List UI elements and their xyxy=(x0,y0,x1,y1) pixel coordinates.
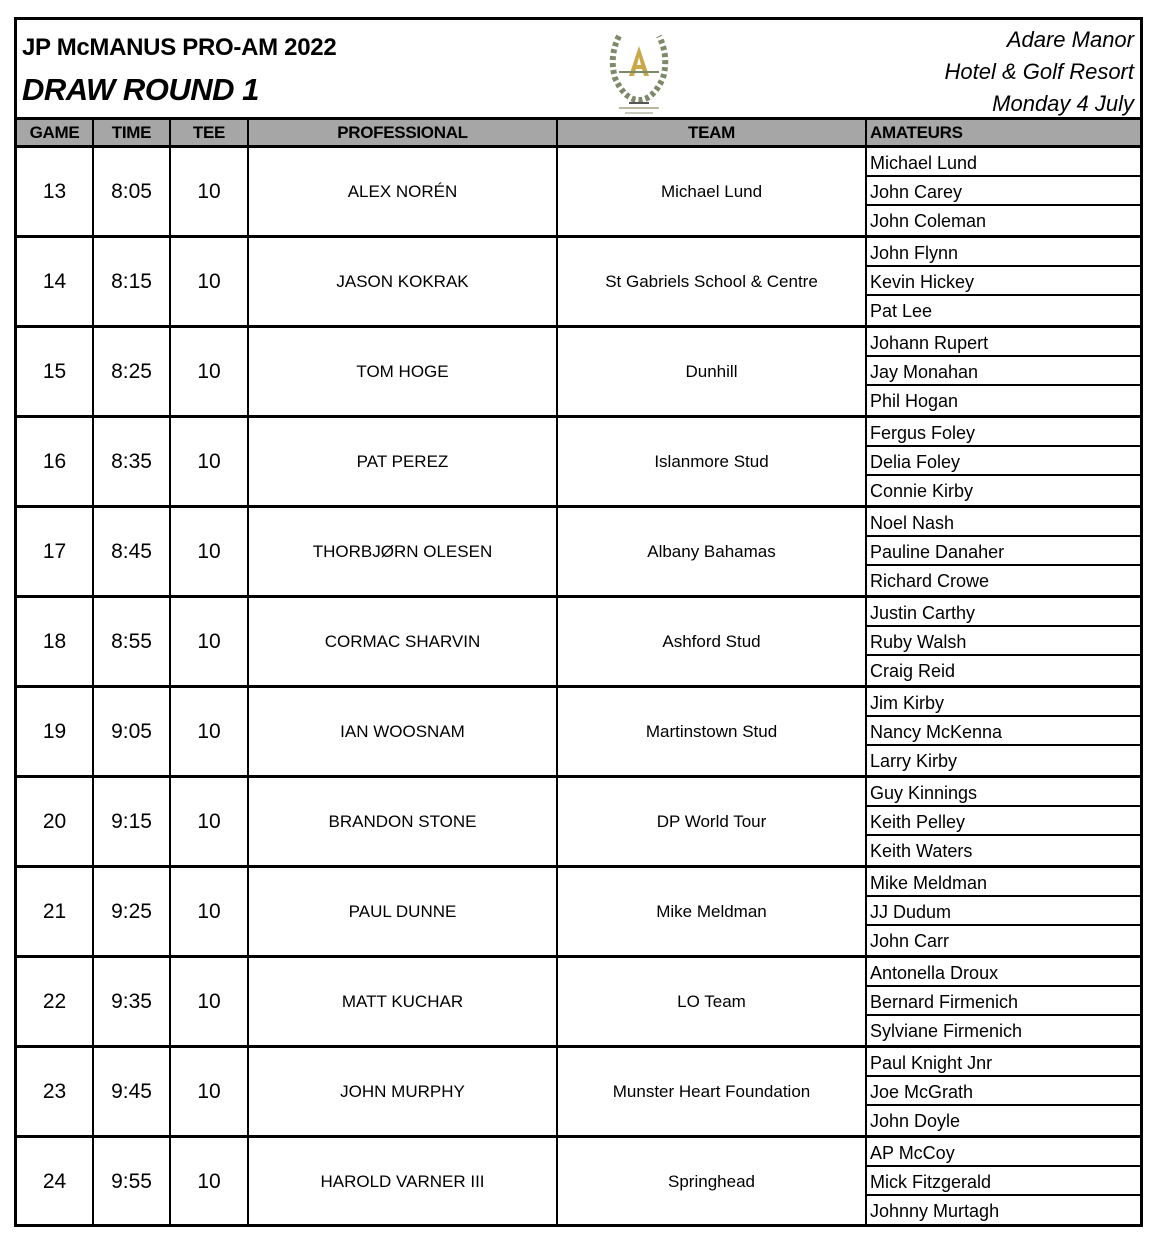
tee-time: 9:25 xyxy=(94,868,171,955)
venue-subtitle: Hotel & Golf Resort xyxy=(944,59,1134,84)
table-row xyxy=(17,1048,1140,1138)
amateurs-list xyxy=(867,238,1140,325)
amateur-name: Jim Kirby xyxy=(867,688,1140,717)
amateur-name: Guy Kinnings xyxy=(867,778,1140,807)
game-number: 20 xyxy=(17,778,94,865)
venue-name: Adare Manor xyxy=(1006,27,1134,52)
amateurs-list xyxy=(867,508,1140,595)
tee-time: 8:25 xyxy=(94,328,171,415)
game-number: 14 xyxy=(17,238,94,325)
amateurs-list xyxy=(867,868,1140,955)
table-row xyxy=(17,778,1140,868)
professional-name: MATT KUCHAR xyxy=(249,958,558,1045)
round-title: DRAW ROUND 1 xyxy=(22,72,259,107)
team-name: Mike Meldman xyxy=(558,868,867,955)
amateur-name: Ruby Walsh xyxy=(867,627,1140,656)
table-row xyxy=(17,148,1140,238)
tee-time: 9:35 xyxy=(94,958,171,1045)
column-header-professional: PROFESSIONAL xyxy=(249,120,558,145)
tee-time: 9:45 xyxy=(94,1048,171,1135)
game-number: 24 xyxy=(17,1138,94,1226)
tee-number: 10 xyxy=(171,1138,249,1226)
amateurs-list xyxy=(867,1138,1140,1226)
professional-name: THORBJØRN OLESEN xyxy=(249,508,558,595)
draw-sheet xyxy=(14,17,1143,1227)
amateur-name: John Flynn xyxy=(867,238,1140,267)
professional-name: ALEX NORÉN xyxy=(249,148,558,235)
tee-time: 8:45 xyxy=(94,508,171,595)
column-header-tee: TEE xyxy=(171,120,249,145)
game-number: 22 xyxy=(17,958,94,1045)
amateur-name: Richard Crowe xyxy=(870,571,990,591)
amateur-name: AP McCoy xyxy=(867,1138,1140,1167)
venue-block xyxy=(944,24,1134,120)
game-number: 17 xyxy=(17,508,94,595)
tee-time: 9:15 xyxy=(94,778,171,865)
amateurs-list xyxy=(867,1048,1140,1135)
team-name: St Gabriels School & Centre xyxy=(558,238,867,325)
game-number: 13 xyxy=(17,148,94,235)
table-row xyxy=(17,238,1140,328)
professional-name: PAUL DUNNE xyxy=(249,868,558,955)
tee-number: 10 xyxy=(171,778,249,865)
team-name: DP World Tour xyxy=(558,778,867,865)
tee-time: 8:15 xyxy=(94,238,171,325)
table-row xyxy=(17,958,1140,1048)
game-number: 16 xyxy=(17,418,94,505)
table-row xyxy=(17,508,1140,598)
amateurs-list xyxy=(867,418,1140,505)
amateur-name: Paul Knight Jnr xyxy=(867,1048,1140,1077)
team-name: Islanmore Stud xyxy=(558,418,867,505)
professional-name: HAROLD VARNER III xyxy=(249,1138,558,1226)
professional-name: PAT PEREZ xyxy=(249,418,558,505)
amateurs-list xyxy=(867,688,1140,775)
table-row xyxy=(17,1138,1140,1226)
event-date: Monday 4 July xyxy=(992,91,1134,116)
amateurs-list xyxy=(867,328,1140,415)
event-title: JP McMANUS PRO-AM 2022 xyxy=(22,34,337,61)
tee-time: 8:05 xyxy=(94,148,171,235)
amateur-name: Kevin Hickey xyxy=(867,267,1140,296)
amateur-name: Larry Kirby xyxy=(870,751,958,771)
team-name: Springhead xyxy=(558,1138,867,1226)
amateur-name: Johnny Murtagh xyxy=(870,1201,1000,1221)
tee-number: 10 xyxy=(171,598,249,685)
professional-name: JASON KOKRAK xyxy=(249,238,558,325)
amateur-name: Phil Hogan xyxy=(870,391,959,411)
amateur-name: Keith Pelley xyxy=(867,807,1140,836)
tee-number: 10 xyxy=(171,1048,249,1135)
table-row xyxy=(17,418,1140,508)
game-number: 18 xyxy=(17,598,94,685)
table-header xyxy=(17,117,1140,148)
amateur-name: Joe McGrath xyxy=(867,1077,1140,1106)
team-name: Dunhill xyxy=(558,328,867,415)
tee-number: 10 xyxy=(171,328,249,415)
banner xyxy=(17,20,1140,117)
amateurs-list xyxy=(867,778,1140,865)
amateur-name: Mick Fitzgerald xyxy=(867,1167,1140,1196)
column-header-time: TIME xyxy=(94,120,171,145)
horseshoe-crest-logo-icon xyxy=(605,26,673,116)
amateur-name: Sylviane Firmenich xyxy=(870,1021,1023,1041)
table-row xyxy=(17,598,1140,688)
amateur-name: Noel Nash xyxy=(867,508,1140,537)
amateur-name: Mike Meldman xyxy=(867,868,1140,897)
table-row xyxy=(17,328,1140,418)
tee-number: 10 xyxy=(171,508,249,595)
professional-name: IAN WOOSNAM xyxy=(249,688,558,775)
amateur-name: Delia Foley xyxy=(867,447,1140,476)
tee-time: 8:55 xyxy=(94,598,171,685)
amateur-name: Fergus Foley xyxy=(867,418,1140,447)
column-header-team: TEAM xyxy=(558,120,867,145)
professional-name: CORMAC SHARVIN xyxy=(249,598,558,685)
column-header-amateurs: AMATEURS xyxy=(870,123,963,142)
tee-number: 10 xyxy=(171,868,249,955)
tee-time: 9:05 xyxy=(94,688,171,775)
professional-name: JOHN MURPHY xyxy=(249,1048,558,1135)
game-number: 19 xyxy=(17,688,94,775)
professional-name: BRANDON STONE xyxy=(249,778,558,865)
game-number: 21 xyxy=(17,868,94,955)
amateur-name: John Coleman xyxy=(870,211,987,231)
amateurs-list xyxy=(867,958,1140,1045)
amateur-name: Jay Monahan xyxy=(867,357,1140,386)
team-name: Martinstown Stud xyxy=(558,688,867,775)
tee-number: 10 xyxy=(171,958,249,1045)
amateur-name: Justin Carthy xyxy=(867,598,1140,627)
team-name: LO Team xyxy=(558,958,867,1045)
amateur-name: Keith Waters xyxy=(870,841,973,861)
amateur-name: Nancy McKenna xyxy=(867,717,1140,746)
table-row xyxy=(17,688,1140,778)
game-number: 15 xyxy=(17,328,94,415)
amateur-name: Pat Lee xyxy=(870,301,933,321)
tee-number: 10 xyxy=(171,418,249,505)
team-name: Albany Bahamas xyxy=(558,508,867,595)
professional-name: TOM HOGE xyxy=(249,328,558,415)
tee-number: 10 xyxy=(171,238,249,325)
amateur-name: Johann Rupert xyxy=(867,328,1140,357)
amateur-name: Michael Lund xyxy=(867,148,1140,177)
team-name: Munster Heart Foundation xyxy=(558,1048,867,1135)
amateur-name: Pauline Danaher xyxy=(867,537,1140,566)
amateurs-list xyxy=(867,598,1140,685)
amateur-name: John Doyle xyxy=(870,1111,961,1131)
tee-number: 10 xyxy=(171,148,249,235)
amateur-name: Bernard Firmenich xyxy=(867,987,1140,1016)
amateur-name: John Carey xyxy=(867,177,1140,206)
tee-number: 10 xyxy=(171,688,249,775)
amateurs-list xyxy=(867,148,1140,235)
team-name: Ashford Stud xyxy=(558,598,867,685)
table-body xyxy=(17,148,1140,1226)
amateur-name: Connie Kirby xyxy=(870,481,974,501)
game-number: 23 xyxy=(17,1048,94,1135)
amateur-name: John Carr xyxy=(870,931,950,951)
tee-time: 8:35 xyxy=(94,418,171,505)
amateur-name: JJ Dudum xyxy=(867,897,1140,926)
column-header-game: GAME xyxy=(17,120,94,145)
amateur-name: Antonella Droux xyxy=(867,958,1140,987)
amateur-name: Craig Reid xyxy=(870,661,956,681)
tee-time: 9:55 xyxy=(94,1138,171,1226)
team-name: Michael Lund xyxy=(558,148,867,235)
table-row xyxy=(17,868,1140,958)
